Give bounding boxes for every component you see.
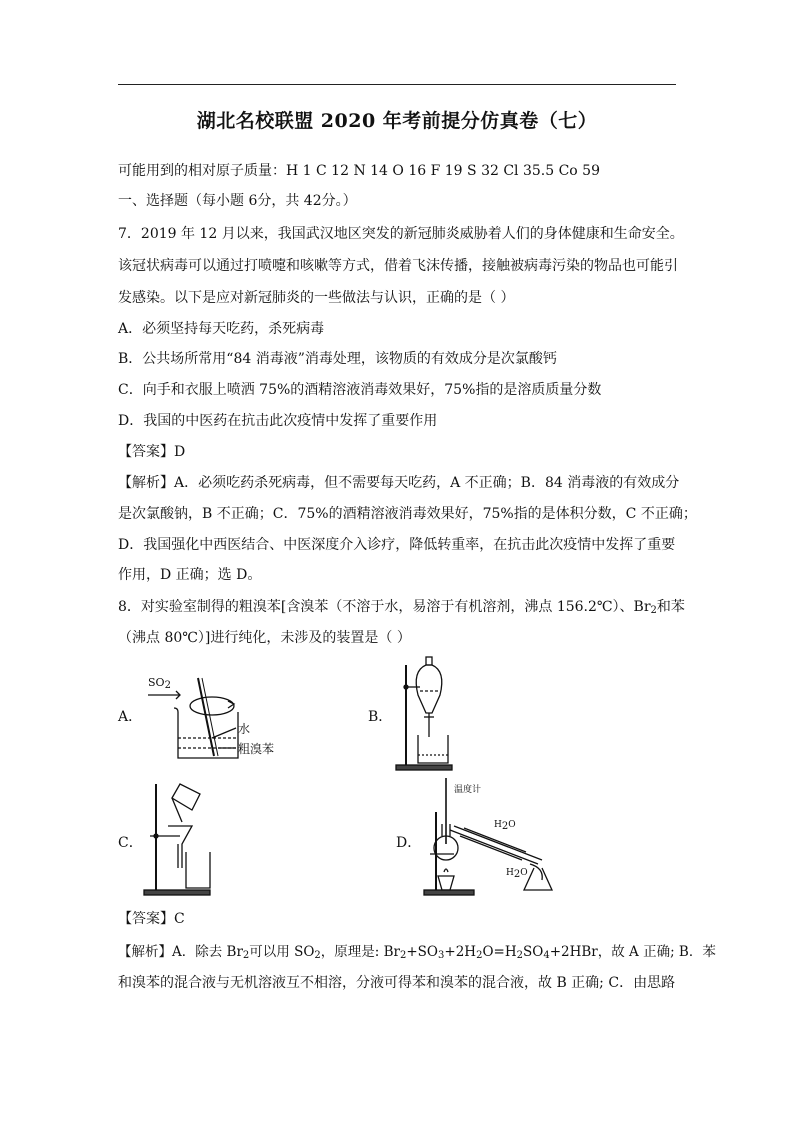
q7-answer: 【答案】D — [118, 444, 186, 460]
q8-option-b-label: B． — [368, 709, 393, 725]
q7-analysis-line-1: 【解析】A．必须吃药杀死病毒，但不需要每天吃药，A 不正确；B．84 消毒液的有效成分 — [118, 475, 680, 491]
q7-option-a: A．必须坚持每天吃药，杀死病毒 — [118, 321, 325, 337]
atomic-masses: 可能用到的相对原子质量：H 1 C 12 N 14 O 16 F 19 S 32 Cl 35.5 Co 59 — [118, 163, 601, 179]
fig-d-water-in-label: $H_2O$ — [494, 820, 516, 832]
q7-option-c: C．向手和衣服上喷洒 75%的酒精溶液消毒效果好，75%指的是溶质质量分数 — [118, 382, 602, 398]
page-title: 湖北名校联盟 2020 年考前提分仿真卷（七） — [196, 110, 598, 132]
q7-analysis-line-4: 作用，D 正确；选 D。 — [118, 567, 262, 583]
q7-option-d: D．我国的中医药在抗击此次疫情中发挥了重要作用 — [118, 413, 438, 429]
q8-option-a-label: A． — [118, 709, 143, 725]
apparatus-b-figure — [390, 655, 462, 773]
q8-option-d-label: D． — [396, 835, 422, 851]
fig-d-thermometer-label: 温度计 — [454, 785, 482, 795]
q8-analysis-line-2: 和溴苯的混合液与无机溶液互不相溶，分液可得苯和溴苯的混合液，故 B 正确; C．由思路 — [118, 975, 676, 991]
fig-a-water-label: 水 — [238, 722, 251, 736]
q7-stem-line-1: 7．2019 年 12 月以来，我国武汉地区突发的新冠肺炎威胁着人们的身体健康和生命安全。 — [118, 226, 684, 242]
q8-analysis-line-1: 【解析】A．除去 $Br_2$可以用 $SO_2$，原理是: $Br_2+SO_3+2H_2O=H_2SO_4+2HBr$，故 A 正确; B．苯 — [118, 944, 716, 961]
q7-option-b: B．公共场所常用“84 消毒液”消毒处理，该物质的有效成分是次氯酸钙 — [118, 351, 557, 367]
fig-a-gas-label: $SO_2$ — [148, 676, 171, 691]
q7-analysis-line-3: D．我国强化中西医结合、中医深度介入诊疗，降低转重率，在抗击此次疫情中发挥了重要 — [118, 537, 676, 553]
fig-a-crude-label: 粗溴苯 — [238, 742, 275, 756]
q8-stem-line-2: （沸点 80℃）]进行纯化，未涉及的装置是（ ） — [118, 630, 411, 646]
header-rule — [118, 84, 676, 85]
q7-stem-line-2: 该冠状病毒可以通过打喷嚏和咳嗽等方式，借着飞沫传播，接触被病毒污染的物品也可能引 — [118, 258, 678, 274]
apparatus-d-figure — [420, 772, 560, 898]
section-heading: 一、选择题（每小题 6分，共 42分。） — [118, 193, 357, 209]
fig-d-water-out-label: $H_2O$ — [506, 868, 528, 880]
q8-stem-line-1: 8．对实验室制得的粗溴苯[含溴苯（不溶于水，易溶于有机溶剂，沸点 156.2℃）、$Br_2$和苯 — [118, 599, 685, 616]
q7-analysis-line-2: 是次氯酸钠，B 不正确；C．75%的酒精溶液消毒效果好，75%指的是体积分数，C 不正确； — [118, 506, 697, 522]
q8-answer: 【答案】C — [118, 911, 185, 927]
q7-stem-line-3: 发感染。以下是应对新冠肺炎的一些做法与认识，正确的是（ ） — [118, 290, 515, 306]
q8-option-c-label: C． — [118, 835, 143, 851]
apparatus-c-figure — [140, 780, 216, 898]
